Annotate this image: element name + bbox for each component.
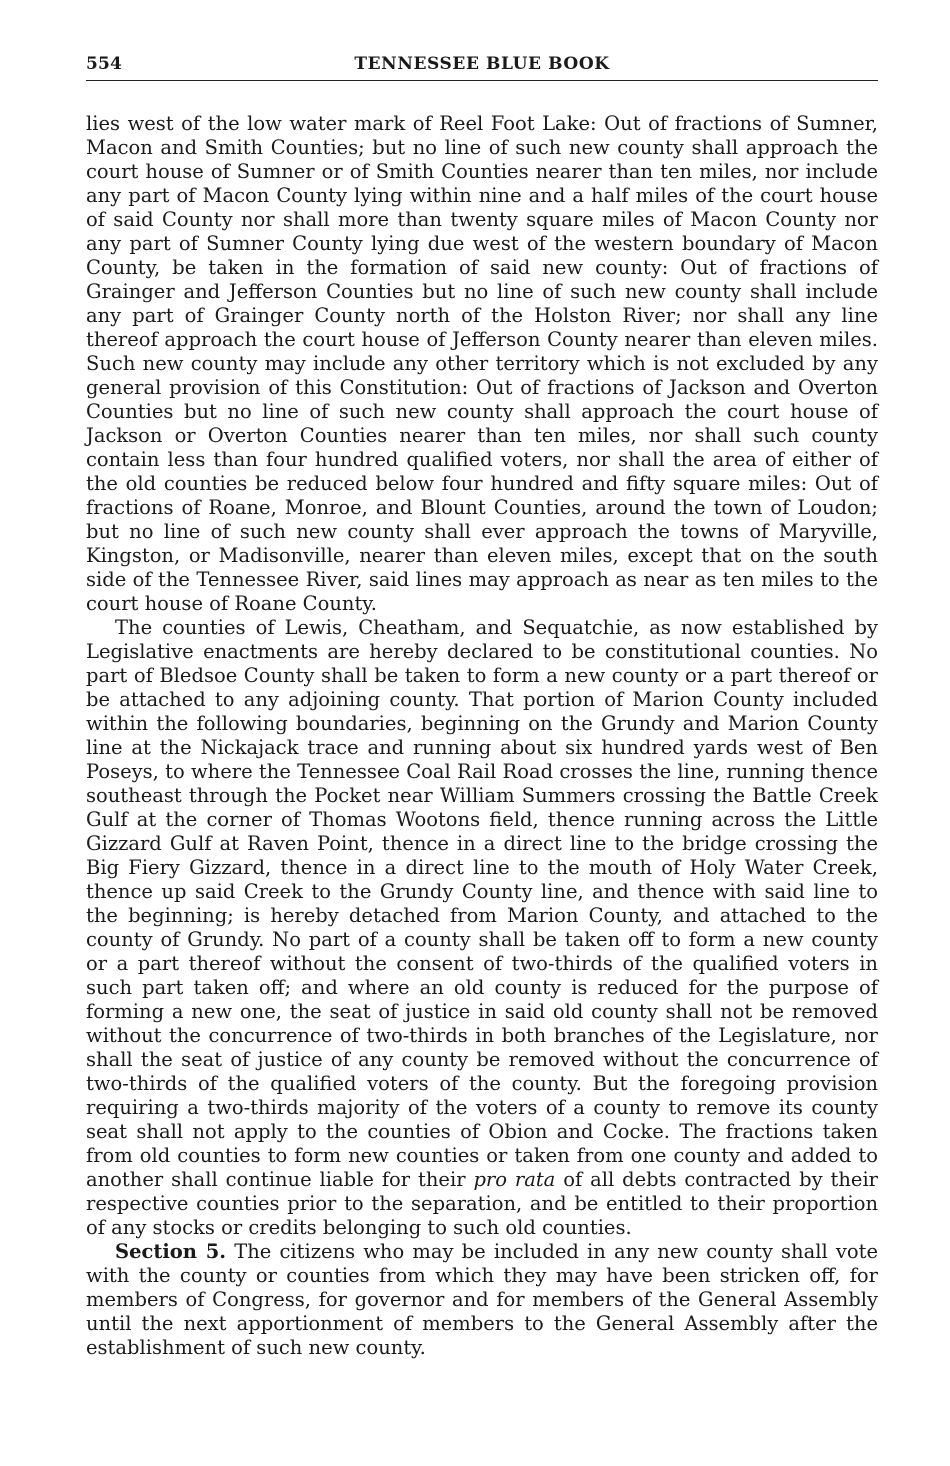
paragraph-section-5 xyxy=(86,1240,878,1360)
page-number: 554 xyxy=(86,54,123,74)
italic-term: pro rata xyxy=(473,1168,556,1191)
document-page xyxy=(86,52,878,1360)
section-5-text: The citizens who may be included in any new county shall vote with the county or counties from which they may have been stricken off, for members of Congress, for governor and for members of the General Assembly until the next apportionment of members to the General Assembly after the establishment of such new county. xyxy=(86,1240,878,1359)
book-title: TENNESSEE BLUE BOOK xyxy=(354,54,610,74)
paragraph-counties-text: The counties of Lewis, Cheatham, and Sequatchie, as now established by Legislative enactments are hereby declared to be constitutional counties. No part of Bledsoe County shall be taken to form a new county or a part thereof or be attached to any adjoining county. That portion of Marion County included within the following boundaries, beginning on the Grundy and Marion County line at the Nickajack trace and running about six hundred yards west of Ben Poseys, to where the Tennessee Coal Rail Road crosses the line, running thence southeast through the Pocket near William Summers crossing the Battle Creek Gulf at the corner of Thomas Wootons field, thence running across the Little Gizzard Gulf at Raven Point, thence in a direct line to the bridge crossing the Big Fiery Gizzard, thence in a direct line to the mouth of Holy Water Creek, thence up said Creek to the Grundy County line, and thence with said line to the beginning; is hereby detached from Marion County, and attached to the county of Grundy. No part of a county shall be taken off to form a new county or a part thereof without the consent of two-thirds of the qualified voters in such part taken off; and where an old county is reduced for the purpose of forming a new one, the seat of justice in said old county shall not be removed without the concurrence of two-thirds in both branches of the Legislature, nor shall the seat of justice of any county be removed without the concurrence of two-thirds of the qualified voters of the county. But the foregoing provision requiring a two-thirds majority of the voters of a county to remove its county seat shall not apply to the counties of Obion and Cocke. The fractions taken from old counties to form new counties or taken from one county and added to another shall continue liable for their xyxy=(86,616,878,1191)
paragraph-counties xyxy=(86,616,878,1240)
paragraph-counties-text-end: of all debts contracted by their respective counties prior to the separation, and be entitled to their proportion of any stocks or credits belonging to such old counties. xyxy=(86,1168,878,1239)
section-label: Section 5. xyxy=(115,1240,227,1263)
running-header xyxy=(86,52,878,81)
body-text xyxy=(86,112,878,1360)
paragraph-continuation: lies west of the low water mark of Reel Foot Lake: Out of fractions of Sumner, Macon and Smith Counties; but no line of such new county shall approach the court house of Sumner or of Smith Counties nearer than ten miles, nor include any part of Macon County lying within nine and a half miles of the court house of said County nor shall more than twenty square miles of Macon County nor any part of Sumner County lying due west of the western boundary of Macon County, be taken in the formation of said new county: Out of fractions of Grainger and Jefferson Counties but no line of such new county shall include any part of Grainger County north of the Holston River; nor shall any line thereof approach the court house of Jefferson County nearer than eleven miles. Such new county may include any other territory which is not excluded by any general provision of this Constitution: Out of fractions of Jackson and Overton Counties but no line of such new county shall approach the court house of Jackson or Overton Counties nearer than ten miles, nor shall such county contain less than four hundred qualified voters, nor shall the area of either of the old counties be reduced below four hundred and fifty square miles: Out of fractions of Roane, Monroe, and Blount Counties, around the town of Loudon; but no line of such new county shall ever approach the towns of Maryville, Kingston, or Madisonville, nearer than eleven miles, except that on the south side of the Tennessee River, said lines may approach as near as ten miles to the court house of Roane County. xyxy=(86,112,878,615)
